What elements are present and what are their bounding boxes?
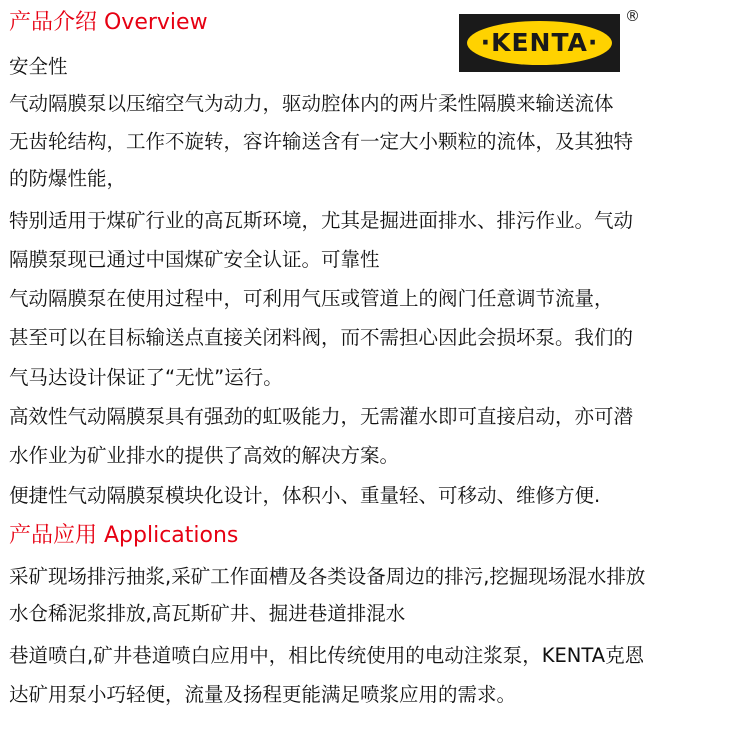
- applications-line: 巷道喷白,矿井巷道喷白应用中，相比传统使用的电动注浆泵，KENTA克恩: [9, 644, 645, 667]
- overview-line: 高效性气动隔膜泵具有强劲的虹吸能力，无需灌水即可直接启动，亦可潜: [9, 405, 634, 428]
- overview-line: 安全性: [9, 55, 68, 78]
- overview-heading: 产品介绍 Overview: [9, 10, 208, 35]
- overview-line: 特别适用于煤矿行业的高瓦斯环境，尤其是掘进面排水、排污作业。气动: [9, 209, 634, 232]
- overview-line: 水作业为矿业排水的提供了高效的解决方案。: [9, 444, 400, 467]
- kenta-logo: [459, 14, 620, 72]
- overview-line: 的防爆性能，: [9, 167, 127, 190]
- applications-line: 采矿现场排污抽浆,采矿工作面槽及各类设备周边的排污,挖掘现场混水排放: [9, 565, 646, 588]
- applications-line: 水仓稀泥浆排放,高瓦斯矿井、掘进巷道排混水: [9, 602, 406, 625]
- overview-line: 甚至可以在目标输送点直接关闭料阀，而不需担心因此会损坏泵。我们的: [9, 326, 634, 349]
- registered-mark: ®: [625, 7, 640, 25]
- overview-line: 便捷性气动隔膜泵模块化设计，体积小、重量轻、可移动、维修方便.: [9, 484, 601, 507]
- overview-line: 气动隔膜泵在使用过程中，可利用气压或管道上的阀门任意调节流量，: [9, 287, 614, 310]
- overview-line: 无齿轮结构，工作不旋转，容许输送含有一定大小颗粒的流体，及其独特: [9, 130, 634, 153]
- overview-line: 隔膜泵现已通过中国煤矿安全认证。可靠性: [9, 248, 380, 271]
- applications-heading: 产品应用 Applications: [9, 523, 239, 548]
- overview-line: 气动隔膜泵以压缩空气为动力，驱动腔体内的两片柔性隔膜来输送流体: [9, 92, 614, 115]
- logo-text: ·KENTA·: [480, 28, 599, 57]
- overview-line: 气马达设计保证了“无忧”运行。: [9, 366, 283, 389]
- applications-line: 达矿用泵小巧轻便，流量及扬程更能满足喷浆应用的需求。: [9, 683, 517, 706]
